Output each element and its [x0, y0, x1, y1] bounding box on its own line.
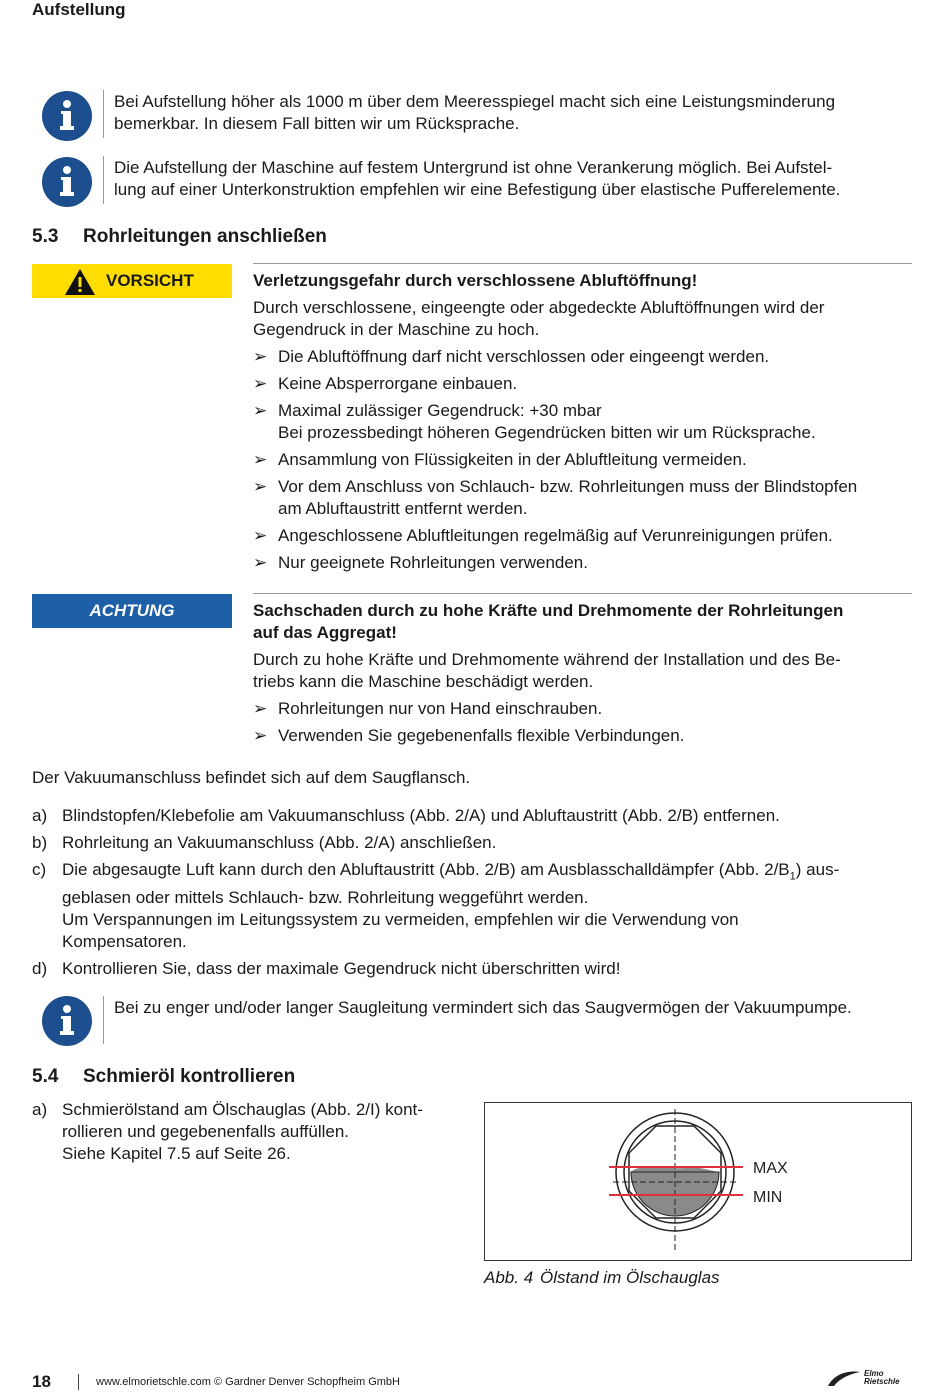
- section-heading-5-4: 5.4 Schmieröl kontrollieren: [32, 1066, 296, 1087]
- list-item: ➢ Ansammlung von Flüssigkeiten in der Abluftleitung vermeiden.: [253, 450, 747, 469]
- step-item: b) Rohrleitung an Vakuumanschluss (Abb. 2/A) anschließen.: [32, 833, 497, 852]
- list-item: ➢ Rohrleitungen nur von Hand einschrauben.: [253, 699, 603, 718]
- page-footer: [32, 1372, 400, 1392]
- arrow-bullet-icon: ➢: [253, 526, 268, 545]
- list-item: ➢ Keine Absperrorgane einbauen.: [253, 374, 518, 393]
- info-note-suction-line: Bei zu enger und/oder langer Saugleitung vermindert sich das Saugvermögen der Vakuumpumpe.: [114, 998, 852, 1017]
- list-item: ➢ Verwenden Sie gegebenenfalls flexible Verbindungen.: [253, 726, 685, 745]
- info-note-altitude: Bei Aufstellung höher als 1000 m über dem Meeresspiegel macht sich eine Leistungsminderung bemerkbar. In diesem Fall bitten wir um Rücksprache.: [114, 92, 836, 133]
- logo-swoosh-icon: [826, 1368, 862, 1388]
- vacuum-connection-text: Der Vakuumanschluss befindet sich auf dem Saugflansch.: [32, 768, 471, 787]
- list-item: ➢ Nur geeignete Rohrleitungen verwenden.: [253, 553, 588, 572]
- info-icon: [42, 91, 92, 141]
- sight-glass-diagram: [485, 1103, 911, 1260]
- step-item: a) Blindstopfen/Klebefolie am Vakuumanschluss (Abb. 2/A) und Abluftaustritt (Abb. 2/B) entfernen.: [32, 806, 780, 825]
- oil-check-step: [32, 1099, 472, 1170]
- step-item: a) Schmierölstand am Ölschauglas (Abb. 2/I) kont- rollieren und gegebenenfalls auffüllen. Siehe Kapitel 7.5 auf Seite 26.: [32, 1100, 423, 1163]
- arrow-bullet-icon: ➢: [253, 553, 268, 572]
- caution-badge: VORSICHT: [32, 264, 232, 298]
- section-heading-5-3: 5.3 Rohrleitungen anschließen: [32, 226, 327, 247]
- oil-sight-glass-figure: [484, 1102, 912, 1261]
- max-label: MAX: [753, 1160, 788, 1177]
- notice-list: [253, 698, 913, 747]
- connection-steps: [32, 805, 912, 985]
- arrow-bullet-icon: ➢: [253, 401, 268, 420]
- caution-list: [253, 346, 913, 574]
- info-icon: [42, 157, 92, 207]
- arrow-bullet-icon: ➢: [253, 699, 268, 718]
- warning-triangle-icon: [64, 268, 96, 296]
- page-number: 18: [32, 1372, 51, 1391]
- caution-content: Verletzungsgefahr durch verschlossene Abluftöffnung! Durch verschlossene, eingeengte oder abgedeckte Abluftöffnungen wird der Gegendruck in der Maschine zu hoch. ➢ Die Abluftöffnung darf nicht verschlossen oder eingeengt werden. ➢ Keine Absperrorgane einbauen. ➢ Maximal zulässiger Gegendruck: +30 mbar Bei prozessbedingt höheren Gegendrücken bitten wir um Rücksprache. ➢ Ansammlung von Flüssigkeiten in der Abluftleitung vermeiden. ➢ Vor dem Anschluss von Schlauch- bzw. Rohrleitungen muss der Blindstopfen am Abluftaustritt entfernt werden. ➢ Angeschlossene Abluftleitungen regelmäßig auf Verunreinigungen prüfen. ➢ Nur geeignete Rohrleitungen verwenden.: [253, 270, 913, 579]
- note-divider: [103, 156, 104, 204]
- info-icon: [42, 996, 92, 1046]
- notice-rule: [253, 593, 912, 594]
- list-item: ➢ Vor dem Anschluss von Schlauch- bzw. Rohrleitungen muss der Blindstopfen am Abluftaustritt entfernt werden.: [253, 477, 858, 518]
- elmo-rietschle-logo: Elmo Rietschle: [826, 1368, 862, 1393]
- page-header-title: Aufstellung: [32, 0, 126, 19]
- step-item: d) Kontrollieren Sie, dass der maximale Gegendruck nicht überschritten wird!: [32, 959, 621, 979]
- footer-copyright: www.elmorietschle.com © Gardner Denver Schopfheim GmbH: [96, 1376, 400, 1388]
- figure-caption: Abb. 4 Ölstand im Ölschauglas: [484, 1268, 720, 1287]
- arrow-bullet-icon: ➢: [253, 450, 268, 469]
- note-divider: [103, 90, 104, 138]
- note-divider: [103, 996, 104, 1044]
- notice-badge: ACHTUNG: [32, 594, 232, 628]
- caution-rule: [253, 263, 912, 264]
- info-note-mounting: Die Aufstellung der Maschine auf festem Untergrund ist ohne Verankerung möglich. Bei Aufstel- lung auf einer Unterkonstruktion empfehlen wir eine Befestigung über elastische Pufferelemente.: [114, 158, 841, 199]
- list-item: ➢ Die Abluftöffnung darf nicht verschlossen oder eingeengt werden.: [253, 347, 770, 366]
- list-item: ➢ Angeschlossene Abluftleitungen regelmäßig auf Verunreinigungen prüfen.: [253, 526, 833, 545]
- arrow-bullet-icon: ➢: [253, 374, 268, 393]
- notice-content: Sachschaden durch zu hohe Kräfte und Drehmomente der Rohrleitungen auf das Aggregat! Durch zu hohe Kräfte und Drehmomente während der Installation und des Be- triebs kann die Maschine beschädigt werden. ➢ Rohrleitungen nur von Hand einschrauben. ➢ Verwenden Sie gegebenenfalls flexible Verbindungen.: [253, 600, 913, 752]
- footer-divider: [78, 1374, 79, 1390]
- arrow-bullet-icon: ➢: [253, 347, 268, 366]
- list-item: ➢ Maximal zulässiger Gegendruck: +30 mbar Bei prozessbedingt höheren Gegendrücken bitten wir um Rücksprache.: [253, 401, 816, 442]
- arrow-bullet-icon: ➢: [253, 726, 268, 745]
- arrow-bullet-icon: ➢: [253, 477, 268, 496]
- step-item: c) Die abgesaugte Luft kann durch den Abluftaustritt (Abb. 2/B) am Ausblasschalldämpfer (Abb. $2/B_1$) aus- geblasen oder mittels Schlauch- bzw. Rohrleitung weggeführt werden. Um Verspannungen im Leitungssystem zu vermeiden, empfehlen wir die Verwendung von Kompensatoren.: [32, 860, 840, 952]
- min-label: MIN: [753, 1189, 783, 1206]
